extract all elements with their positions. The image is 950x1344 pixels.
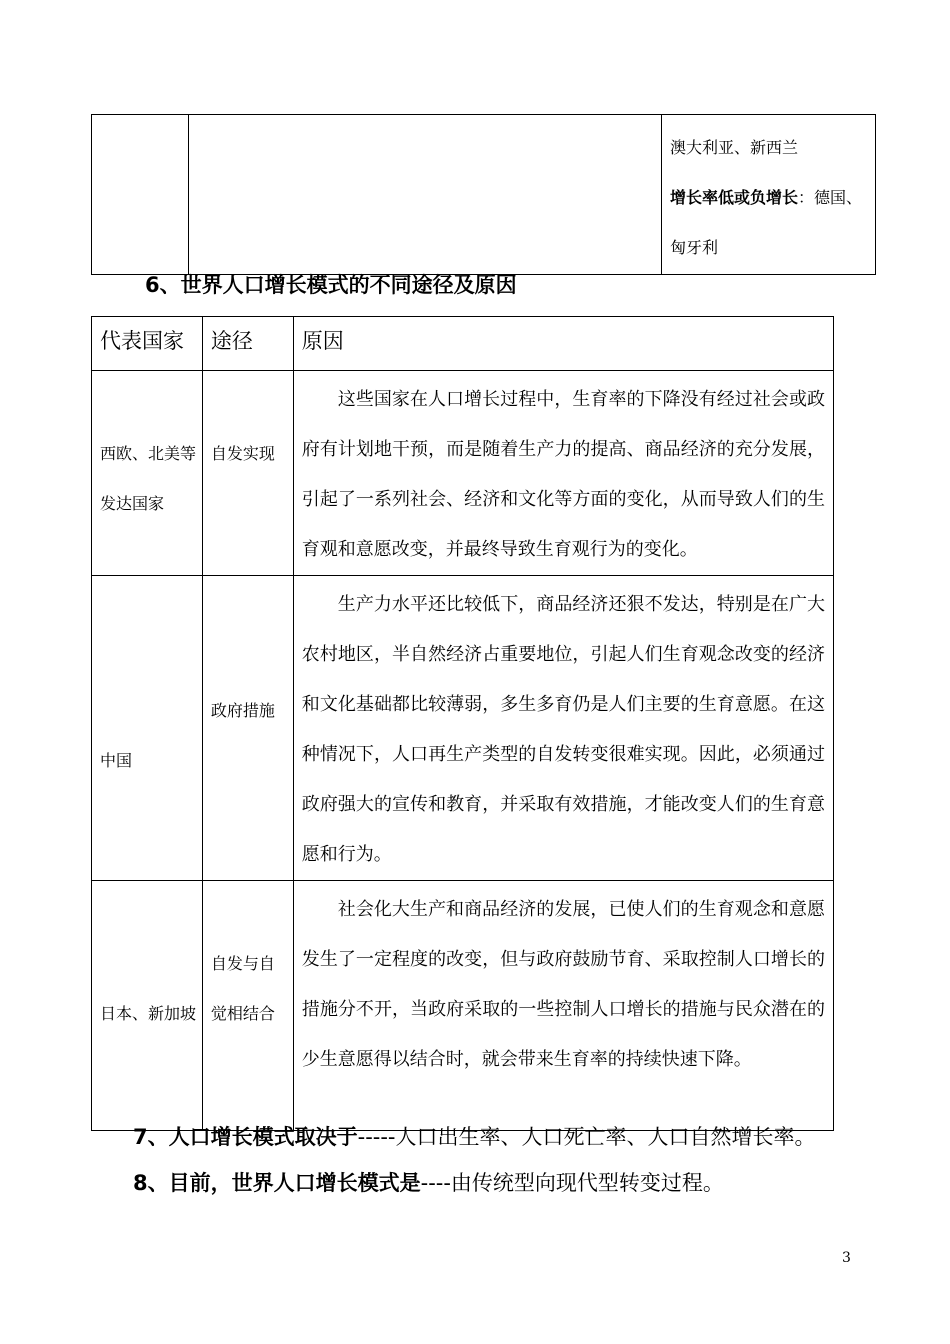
header-country: 代表国家 (92, 317, 203, 371)
item-7-text: -----人口出生率、人口死亡率、人口自然增长率。 (357, 1125, 816, 1149)
header-path: 途径 (202, 317, 293, 371)
country-line: 发达国家 (100, 494, 165, 513)
page-number: 3 (842, 1250, 851, 1266)
item-7 (133, 1122, 816, 1152)
section-6-heading: 6、世界人口增长模式的不同途径及原因 (145, 273, 517, 297)
item-8 (133, 1168, 724, 1198)
reason-text: 社会化大生产和商品经济的发展，已使人们的生育观念和意愿发生了一定程度的改变，但与政府鼓励节育、采取控制人口增长的措施分不开，当政府采取的一些控制人口增长的措施与民众潜在的少生意愿得以结合时，就会带来生育率的持续快速下降。 (301, 899, 825, 1070)
path-text: 政府措施 (210, 701, 275, 720)
examples-rest: ：德国、匈牙利 (670, 188, 863, 257)
country-line: 日本、新加坡 (100, 1004, 197, 1023)
continued-table (91, 114, 876, 275)
country-line: 西欧、北美等 (100, 444, 197, 463)
reason-text: 这些国家在人口增长过程中，生育率的下降没有经过社会或政府有计划地干预，而是随着生产力的提高、商品经济的充分发展，引起了一系列社会、经济和文化等方面的变化，从而导致人们的生育观和意愿改变，并最终导致生育观行为的变化。 (301, 389, 825, 560)
table-cell-empty (188, 115, 661, 275)
table-header-row (92, 317, 834, 371)
country-cell (92, 576, 203, 881)
reason-cell (293, 371, 833, 576)
header-reason: 原因 (293, 317, 833, 371)
bold-label: 增长率低或负增长 (670, 188, 799, 207)
examples-text (670, 173, 867, 273)
growth-path-table (91, 316, 834, 1131)
examples-line: 澳大利亚、新西兰 (670, 138, 799, 157)
reason-cell (293, 881, 833, 1131)
table-row (92, 881, 834, 1131)
table-row (92, 371, 834, 576)
table-cell-empty (92, 115, 189, 275)
reason-cell (293, 576, 833, 881)
reason-text: 生产力水平还比较低下，商品经济还狠不发达，特别是在广大农村地区，半自然经济占重要地位，引起人们生育观念改变的经济和文化基础都比较薄弱，多生多育仍是人们主要的生育意愿。在这种情况下，人口再生产类型的自发转变很难实现。因此，必须通过政府强大的宣传和教育，并采取有效措施，才能改变人们的生育意愿和行为。 (301, 594, 825, 865)
item-8-text: ----由传统型向现代型转变过程。 (420, 1171, 724, 1195)
path-cell (202, 881, 293, 1131)
table-row (92, 115, 876, 275)
path-cell (202, 371, 293, 576)
item-7-label: 7、人口增长模式取决于 (133, 1125, 358, 1149)
table-cell-examples (662, 115, 876, 275)
table-row (92, 576, 834, 881)
country-line: 中国 (100, 751, 133, 770)
path-text: 自发实现 (210, 444, 275, 463)
path-cell (202, 576, 293, 881)
item-8-label: 8、目前，世界人口增长模式是 (133, 1171, 421, 1195)
country-cell (92, 371, 203, 576)
path-line: 自发与自 (210, 954, 275, 973)
country-cell (92, 881, 203, 1131)
path-line: 觉相结合 (210, 1004, 275, 1023)
